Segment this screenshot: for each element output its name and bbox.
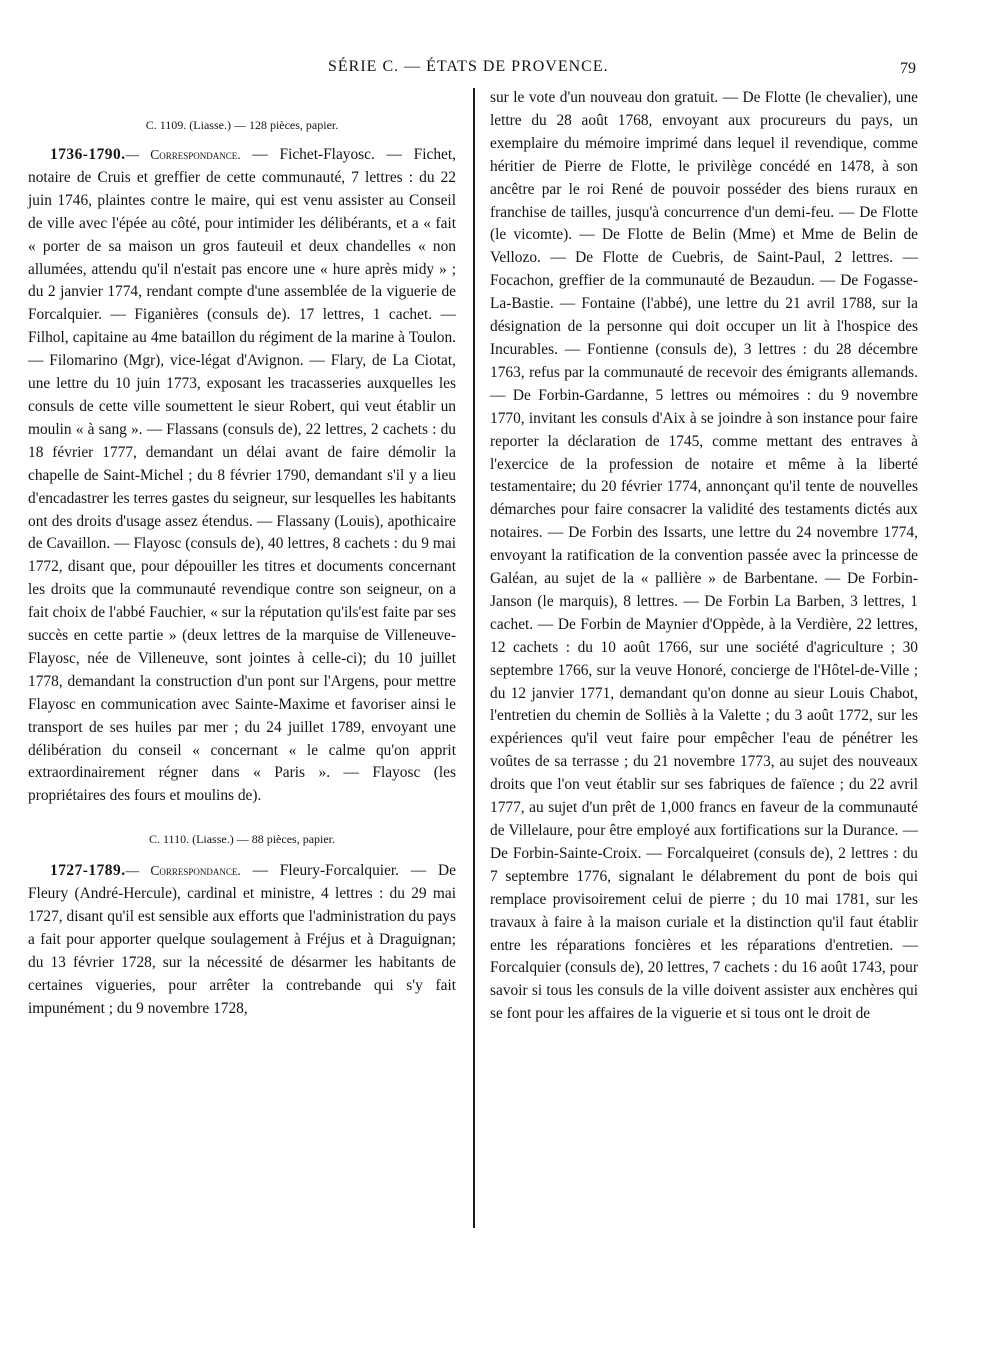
- running-header: [0, 58, 1000, 80]
- entry-heading: — Correspondance.: [125, 863, 241, 879]
- page-number: 79: [900, 60, 916, 77]
- entry-1736-1790: [28, 144, 456, 808]
- left-column: [28, 116, 456, 1021]
- entry-date-range: 1736-1790.: [50, 146, 126, 163]
- entry-paragraph: [28, 860, 456, 1020]
- entry-heading: — Correspondance.: [125, 147, 241, 162]
- entry-text: — Fleury-Forcalquier. — De Fleury (André-Hercule), cardinal et ministre, 4 lettres : du 29 mai 1727, disant qu'il est sensible aux efforts que l'administration du pays a fait pour apporter quelque soulagement à Fréjus et à Draguignan; du 13 février 1728, sur la nécessité de désarmer les habitants de certaines vigueries, pour arrêter la contrebande qui s'y fait impunément ; du 9 novembre 1728,: [28, 862, 456, 1017]
- column-divider: [473, 88, 475, 1228]
- entry-text: — Fichet-Flayosc. — Fichet, notaire de Cruis et greffier de cette communauté, 7 lettres : du 22 juin 1746, plaintes contre le maire, qui est venu assister au Conseil de ville avec l'épée au côté, pour intimider les délibérants, et a « fait « porter de sa maison un gros fauteuil et deux chandelles « non allumées, attendu qu'il n'estait pas encore une « hure après midy » ; du 2 janvier 1774, rendant compte d'une assemblée de la viguerie de Forcalquier. — Figanières (consuls de). 17 lettres, 1 cachet. — Filhol, capitaine au 4me bataillon du régiment de la marine à Toulon. — Filomarino (Mgr), vice-légat d'Avignon. — Flary, de La Ciotat, une lettre du 10 juin 1773, exposant les tracasseries auxquelles les consuls de cette ville soumettent le sieur Robert, qui veut établir un moulin « à sang ». — Flassans (consuls de), 22 lettres, 2 cachets : du 18 février 1777, demandant un délai avant de faire démolir la chapelle de Saint-Michel ; du 8 février 1790, demandant s'il y a lieu d'encadastrer les terres gastes du seigneur, sur lesquelles les habitants ont des droits d'usage assez étendus. — Flassany (Louis), apothicaire de Cavaillon. — Flayosc (consuls de), 40 lettres, 8 cachets : du 9 mai 1772, disant que, pour dépouiller les titres et documents concernant les droits que la communauté revendique contre son seigneur, on a fait choix de l'abbé Fauchier, « sur la réputation qu'ils'est faite par ses succès en cette partie » (deux lettres de la marquise de Villeneuve-Flayosc, née de Villeneuve, sont jointes à celle-ci); du 10 juillet 1778, demandant la construction d'un pont sur l'Argens, pour mettre Flayosc en communication avec Sainte-Maxime et favoriser ainsi le transport de ses huiles par mer ; du 24 juillet 1789, envoyant une délibération du conseil « concernant « le calme qu'on apprit extraordinairement régner dans « Paris ». — Flayosc (les propriétaires des fours et moulins de).: [28, 146, 456, 805]
- entry-continuation: [490, 87, 918, 1026]
- page-title: SÉRIE C. — ÉTATS DE PROVENCE.: [328, 58, 609, 75]
- right-column: [490, 87, 918, 1026]
- liasse-caption-1109: C. 1109. (Liasse.) — 128 pièces, papier.: [145, 118, 339, 132]
- entry-1727-1789: [28, 860, 456, 1020]
- entry-date-range: 1727-1789.: [50, 862, 126, 880]
- continuation-text: sur le vote d'un nouveau don gratuit. — De Flotte (le chevalier), une lettre du 28 août 1768, envoyant aux procureurs du pays, un exemplaire du mémoire imprimé dans lequel il revendique, comme héritier de Pierre de Flotte, le privilège concédé en 1478, à son ancêtre par le roi René de pouvoir posséder des biens ruraux en franchise de tailles, jusqu'à concurrence d'un demi-feu. — De Flotte (le vicomte). — De Flotte de Belin (Mme) et Mme de Belin de Vellozo. — De Flotte de Cuebris, de Saint-Paul, 2 lettres. — Focachon, greffier de la communauté de Bezaudun. — De Fogasse-La-Bastie. — Fontaine (l'abbé), une lettre du 21 avril 1788, sur la désignation de la personne qui doit occuper un lit à l'hospice des Incurables. — Fontienne (consuls de), 3 lettres : du 28 décembre 1763, refus par la communauté de recevoir des émigrants allemands. — De Forbin-Gardanne, 5 lettres ou mémoires : du 9 novembre 1770, invitant les consuls d'Aix à se joindre à son instance pour faire reporter la déclaration de 1745, comme mettant des entraves à l'exercice de la profession de notaire et même à la liberté testamentaire; du 20 février 1774, annonçant qu'il tente de nouvelles démarches pour faire consacrer la validité des testaments dictés aux notaires. — De Forbin des Issarts, une lettre du 24 novembre 1774, envoyant la ratification de la convention passée avec la princesse de Galéan, au sujet de la « pallière » de Barbentane. — De Forbin-Janson (le marquis), 8 lettres. — De Forbin La Barben, 3 lettres, 1 cachet. — De Forbin de Maynier d'Oppède, à la Verdière, 22 lettres, 12 cachets : du 10 août 1766, sur une société d'agriculture ; 30 septembre 1766, sur la veuve Honoré, concierge de l'Hôtel-de-Ville ; du 12 janvier 1771, demandant qu'on donne au sieur Louis Chabot, l'entretien du chemin de Solliès à la Valette ; du 3 août 1772, sur les expériences qu'il veut faire pour empêcher l'eau de pénétrer les voûtes de sa terrasse ; du 21 novembre 1773, au sujet des nouveaux droits que l'on veut établir sur ses fabriques de faïence ; du 22 avril 1777, au sujet d'un prêt de 1,000 francs en faveur de la communauté de Villelaure, pour être employé aux fortifications sur la Durance. — De Forbin-Sainte-Croix. — Forcalqueiret (consuls de), 2 lettres : du 7 septembre 1776, signalant le délabrement du pont de bois qui remplace provisoirement celui de pierre ; du 10 mai 1781, sur les travaux à faire à la maison curiale et la distinction qu'il faut établir entre les réparations foncières et les réparations d'entretien. — Forcalquier (consuls de), 20 lettres, 7 cachets : du 16 août 1743, pour savoir si tous les consuls de la ville doivent assister aux enchères qui se font pour les affaires de la viguerie et si tous ont le droit de: [490, 89, 918, 1023]
- liasse-caption-1110: C. 1110. (Liasse.) — 88 pièces, papier.: [148, 832, 336, 847]
- entry-paragraph: [28, 144, 456, 808]
